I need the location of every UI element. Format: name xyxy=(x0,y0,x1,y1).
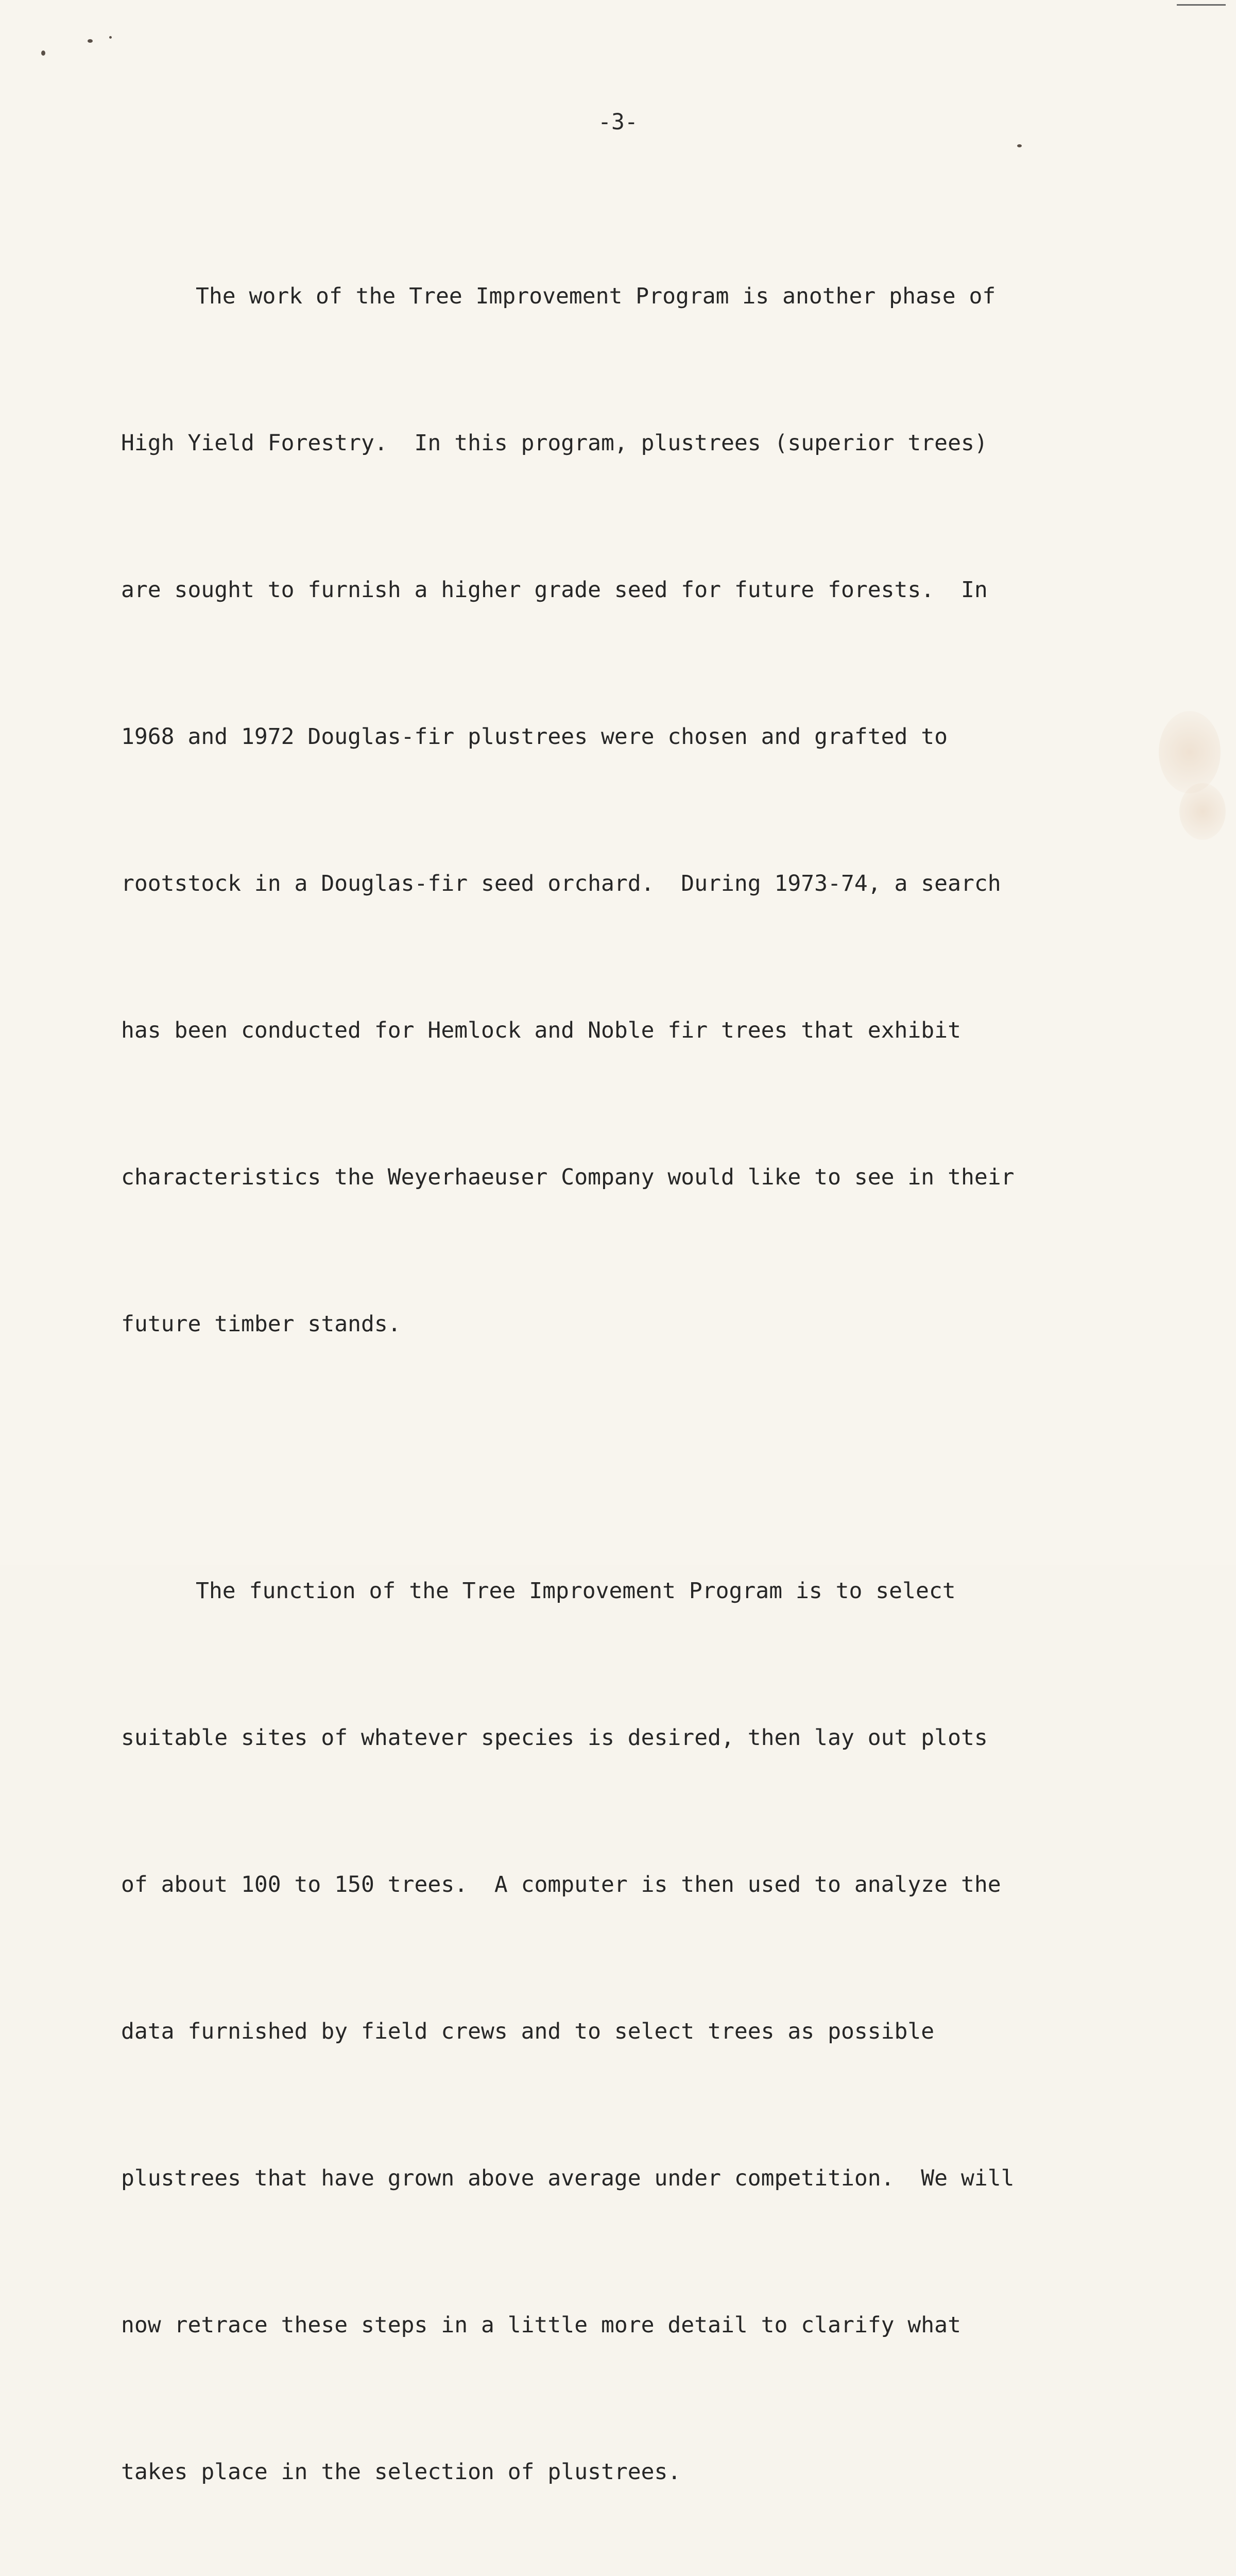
paragraph-2 xyxy=(121,1469,1161,2576)
paper-stain xyxy=(1159,711,1221,793)
page-number: -3- xyxy=(598,109,638,135)
paragraph-1 xyxy=(121,174,1161,1447)
text-line: characteristics the Weyerhaeuser Company would like to see in their xyxy=(121,1164,1015,1190)
text-line: now retrace these steps in a little more detail to clarify what xyxy=(121,2312,961,2338)
text-line: 1968 and 1972 Douglas-fir plustrees were chosen and grafted to xyxy=(121,724,948,750)
text-line: suitable sites of whatever species is desired, then lay out plots xyxy=(121,1725,988,1751)
text-line: rootstock in a Douglas-fir seed orchard. During 1973-74, a search xyxy=(121,871,1001,896)
text-line: plustrees that have grown above average under competition. We will xyxy=(121,2165,1015,2191)
text-line: of about 100 to 150 trees. A computer is then used to analyze the xyxy=(121,1872,1001,1897)
text-line: data furnished by field crews and to select trees as possible xyxy=(121,2019,935,2044)
ink-speck xyxy=(88,39,93,43)
text-line: future timber stands. xyxy=(121,1311,401,1337)
ink-speck xyxy=(41,50,45,56)
text-line: The work of the Tree Improvement Program is another phase of xyxy=(196,283,996,309)
text-line: The function of the Tree Improvement Program is to select xyxy=(196,1578,956,1604)
body-text xyxy=(121,174,1161,2576)
paper-stain xyxy=(1179,783,1226,840)
text-line: are sought to furnish a higher grade seed for future forests. In xyxy=(121,577,988,603)
ink-speck xyxy=(1017,144,1022,147)
scan-edge-mark xyxy=(1177,4,1226,6)
text-line: takes place in the selection of plustrees. xyxy=(121,2459,681,2485)
text-line: has been conducted for Hemlock and Noble fir trees that exhibit xyxy=(121,1018,961,1043)
ink-speck xyxy=(109,36,112,39)
text-line: High Yield Forestry. In this program, plustrees (superior trees) xyxy=(121,430,988,456)
